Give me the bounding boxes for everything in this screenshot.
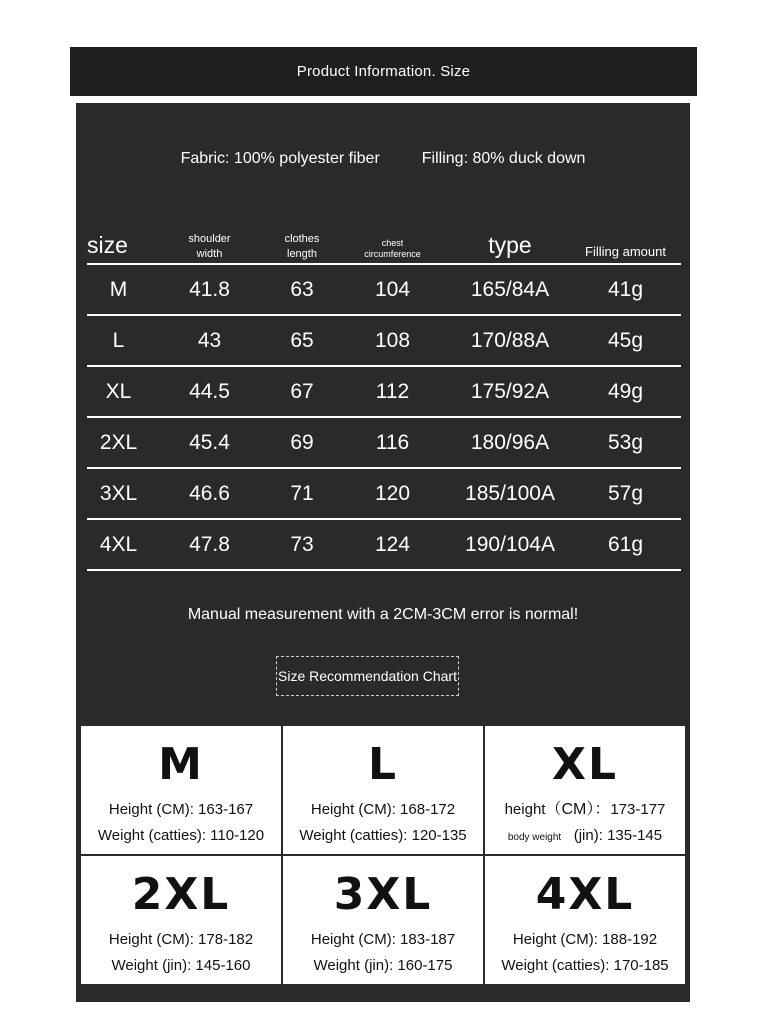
recommendation-size: 4XL	[535, 869, 635, 920]
table-row	[87, 519, 681, 570]
cell-chest: 120	[374, 481, 411, 505]
recommendation-size: 2XL	[131, 869, 231, 920]
cell-filling: 53g	[607, 430, 644, 454]
recommendation-height: Height (CM): 168-172	[310, 801, 456, 818]
recommendation-weight: Weight (catties): 170-185	[501, 957, 669, 974]
cell-length: 63	[290, 277, 314, 301]
recommendation-card-4xl	[485, 856, 685, 984]
recommendation-weight: body weight (jin): 135-145	[507, 827, 663, 844]
material-info	[76, 150, 690, 168]
cell-type: 175/92A	[470, 379, 550, 403]
recommendation-card-2xl	[81, 856, 281, 984]
recommendation-height: Height (CM): 188-192	[512, 931, 658, 948]
cell-filling: 61g	[607, 532, 644, 556]
recommendation-info	[299, 797, 466, 849]
cell-type: 170/88A	[470, 328, 550, 352]
recommendation-size: 3XL	[333, 869, 433, 920]
cell-chest: 112	[375, 379, 410, 403]
recommendation-card-3xl	[283, 856, 483, 984]
cell-chest: 108	[374, 328, 411, 352]
cell-type: 165/84A	[470, 277, 550, 301]
cell-chest: 124	[374, 532, 411, 556]
filling-text: Filling: 80% duck down	[421, 150, 586, 167]
cell-type: 185/100A	[465, 481, 555, 505]
recommendation-card-m	[81, 726, 281, 854]
size-info-panel	[76, 103, 690, 1002]
size-recommendation-label: Size Recommendation Chart	[278, 668, 457, 684]
cell-size: 2XL	[99, 430, 138, 454]
header-shoulder-width: shoulder width	[188, 233, 231, 260]
table-row	[87, 417, 681, 468]
size-recommendation-grid	[81, 726, 685, 984]
cell-filling: 41g	[607, 277, 644, 301]
cell-shoulder: 41.8	[189, 277, 230, 301]
cell-shoulder: 46.6	[189, 481, 230, 505]
cell-filling: 49g	[607, 379, 644, 403]
cell-shoulder: 43	[197, 328, 222, 352]
size-recommendation-button[interactable]	[276, 656, 459, 696]
cell-length: 65	[290, 328, 314, 352]
cell-size: 3XL	[99, 481, 138, 505]
recommendation-height: Height (CM): 178-182	[108, 931, 254, 948]
cell-shoulder: 47.8	[189, 532, 230, 556]
cell-length: 67	[290, 379, 314, 403]
recommendation-size: L	[367, 739, 399, 790]
recommendation-weight: Weight (jin): 145-160	[111, 957, 251, 974]
recommendation-weight: Weight (jin): 160-175	[313, 957, 453, 974]
size-table	[87, 221, 681, 571]
page-header	[70, 47, 697, 96]
cell-size: 4XL	[99, 532, 138, 556]
table-row	[87, 366, 681, 417]
recommendation-info	[109, 927, 253, 979]
header-clothes-length: clothes length	[284, 233, 320, 260]
recommendation-size: XL	[552, 739, 618, 790]
cell-shoulder: 44.5	[189, 379, 230, 403]
recommendation-info	[98, 797, 264, 849]
cell-filling: 45g	[607, 328, 644, 352]
header-type: type	[488, 232, 532, 259]
recommendation-height: Height (CM): 163-167	[108, 801, 254, 818]
cell-length: 69	[290, 430, 314, 454]
table-row	[87, 264, 681, 315]
recommendation-weight: Weight (catties): 120-135	[299, 827, 467, 844]
table-row	[87, 315, 681, 366]
cell-size: M	[109, 277, 128, 301]
recommendation-info	[501, 927, 668, 979]
cell-type: 180/96A	[470, 430, 550, 454]
cell-chest: 116	[375, 430, 410, 454]
recommendation-info	[505, 797, 666, 851]
cell-type: 190/104A	[465, 532, 555, 556]
cell-chest: 104	[374, 277, 411, 301]
size-table-header	[87, 221, 681, 264]
header-chest-circumference: chest circumference	[364, 237, 421, 260]
cell-filling: 57g	[607, 481, 644, 505]
cell-size: XL	[105, 379, 132, 403]
measurement-note: Manual measurement with a 2CM-3CM error is normal!	[187, 606, 579, 623]
cell-shoulder: 45.4	[189, 430, 230, 454]
cell-length: 73	[290, 532, 314, 556]
recommendation-size: M	[158, 739, 204, 790]
recommendation-card-l	[283, 726, 483, 854]
table-row	[87, 468, 681, 519]
page-title: Product Information. Size	[296, 63, 471, 80]
fabric-text: Fabric: 100% polyester fiber	[180, 150, 380, 167]
recommendation-info	[311, 927, 455, 979]
recommendation-height: Height (CM): 183-187	[310, 931, 456, 948]
header-size: size	[87, 232, 128, 259]
cell-length: 71	[290, 481, 314, 505]
recommendation-card-xl	[485, 726, 685, 854]
cell-size: L	[112, 328, 125, 352]
recommendation-weight: Weight (catties): 110-120	[97, 827, 265, 844]
recommendation-height: height（CM）：173-177	[504, 801, 666, 818]
header-filling-amount: Filling amount	[585, 244, 666, 260]
